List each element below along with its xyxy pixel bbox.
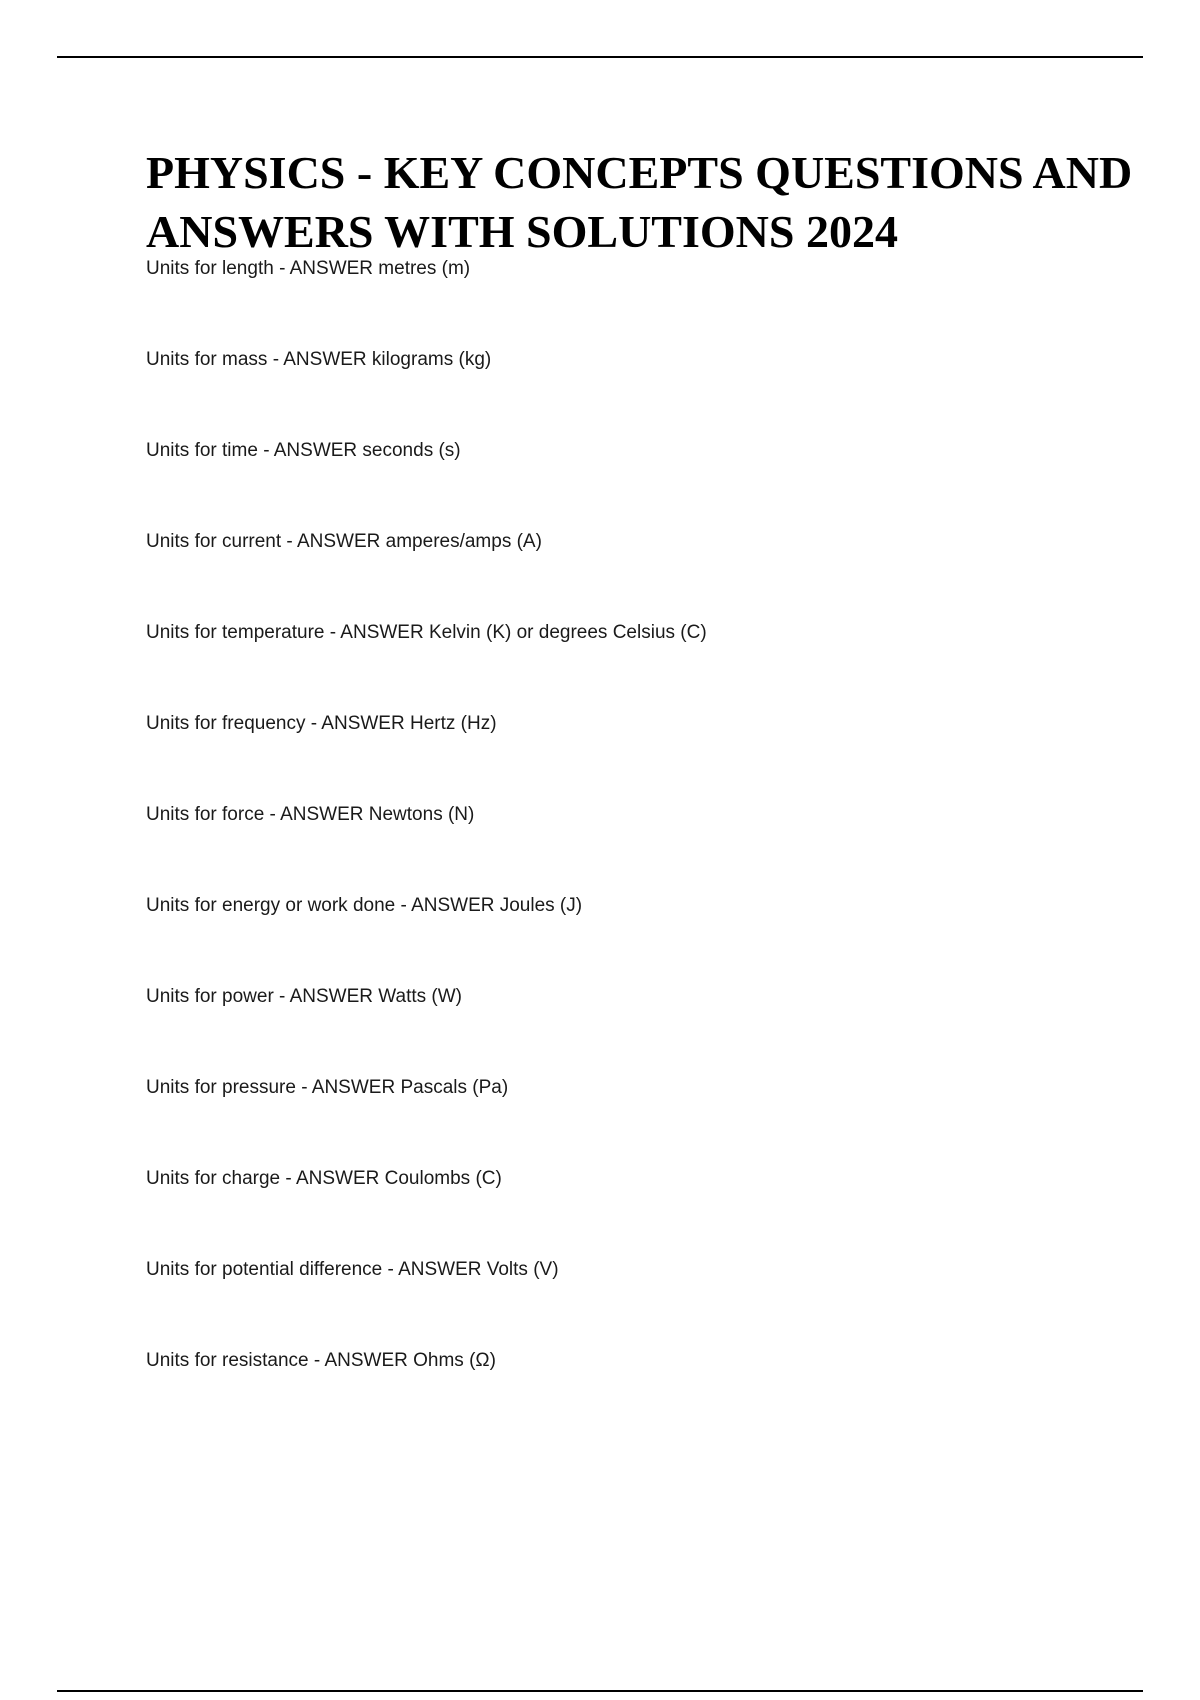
document-title: PHYSICS - KEY CONCEPTS QUESTIONS AND ANSWERS WITH SOLUTIONS 2024 xyxy=(146,147,1133,257)
qa-item: Units for resistance - ANSWER Ohms (Ω) xyxy=(146,1350,496,1371)
qa-item: Units for length - ANSWER metres (m) xyxy=(146,258,471,279)
qa-item: Units for pressure - ANSWER Pascals (Pa) xyxy=(146,1077,509,1098)
qa-list xyxy=(146,256,1146,1439)
qa-item: Units for current - ANSWER amperes/amps (A) xyxy=(146,531,542,552)
qa-item: Units for temperature - ANSWER Kelvin (K) or degrees Celsius (C) xyxy=(146,622,707,643)
qa-item: Units for power - ANSWER Watts (W) xyxy=(146,986,462,1007)
header-rule xyxy=(57,56,1143,58)
qa-item: Units for force - ANSWER Newtons (N) xyxy=(146,804,475,825)
qa-item: Units for potential difference - ANSWER Volts (V) xyxy=(146,1259,559,1280)
qa-item: Units for time - ANSWER seconds (s) xyxy=(146,440,461,461)
qa-item: Units for energy or work done - ANSWER Joules (J) xyxy=(146,895,583,916)
qa-item: Units for charge - ANSWER Coulombs (C) xyxy=(146,1168,502,1189)
qa-item: Units for mass - ANSWER kilograms (kg) xyxy=(146,349,492,370)
footer-rule xyxy=(57,1690,1143,1692)
qa-item: Units for frequency - ANSWER Hertz (Hz) xyxy=(146,713,497,734)
